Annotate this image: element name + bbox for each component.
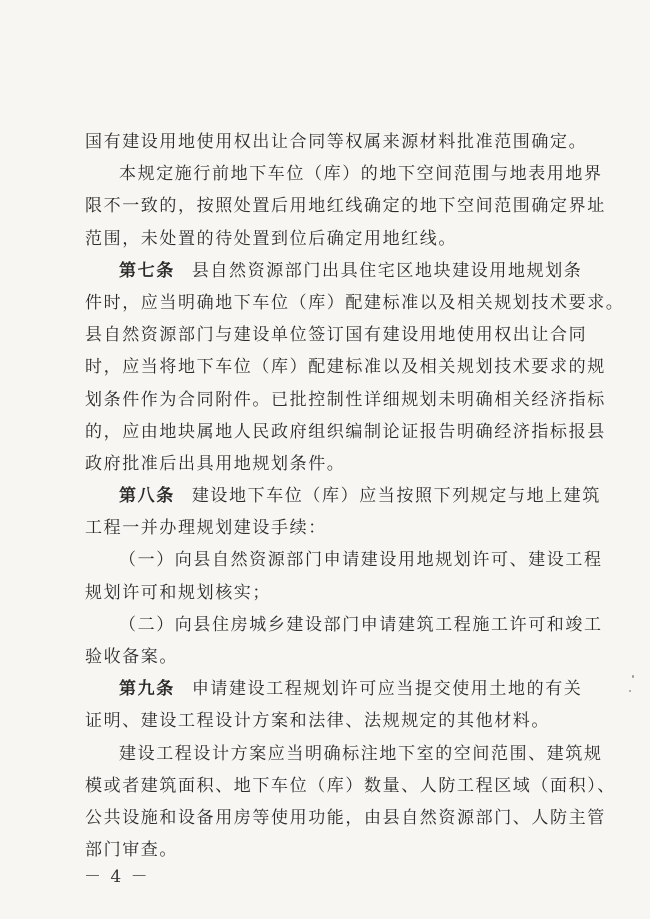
- document-body: [85, 126, 625, 866]
- text-line: 本规定施行前地下车位（库）的地下空间范围与地表用地界: [119, 164, 603, 185]
- text-line: （一）向县自然资源部门申请建设用地规划许可、建设工程: [119, 550, 603, 571]
- article-8-title: 第八条: [119, 486, 175, 507]
- text-line: 申请建设工程规划许可应当提交使用土地的有关: [191, 679, 583, 700]
- article-9-heading-line: [85, 673, 583, 705]
- text-line: 模或者建筑面积、地下车位（库）数量、人防工程区域（面积）、: [85, 775, 616, 796]
- text-line: 工程一并办理规划建设手续：: [85, 518, 327, 539]
- text-line: 建设工程设计方案应当明确标注地下室的空间范围、建筑规: [119, 743, 603, 764]
- text-line: 范围，未处置的待处置到位后确定用地红线。: [85, 228, 457, 249]
- article-9-title: 第九条: [119, 679, 175, 700]
- text-line: 县自然资源部门出具住宅区地块建设用地规划条: [191, 260, 583, 281]
- article-7-title: 第七条: [119, 260, 175, 281]
- scan-speck: [632, 675, 634, 678]
- text-line: 规划许可和规划核实；: [85, 582, 271, 603]
- article-8-heading-line: [85, 480, 602, 512]
- text-line: 的，应由地块属地人民政府组织编制论证报告明确经济指标报县: [85, 421, 606, 442]
- text-line: 证明、建设工程设计方案和法律、法规规定的其他材料。: [85, 711, 550, 732]
- text-line: 公共设施和设备用房等使用功能，由县自然资源部门、人防主管: [85, 807, 606, 828]
- text-line: 县自然资源部门与建设单位签订国有建设用地使用权出让合同: [85, 325, 588, 346]
- text-line: 时，应当将地下车位（库）配建标准以及相关规划技术要求的规: [85, 357, 606, 378]
- text-line: 国有建设用地使用权出让合同等权属来源材料批准范围确定。: [85, 132, 588, 152]
- text-line: 政府批准后出具用地规划条件。: [85, 453, 346, 474]
- text-line: 限不一致的，按照处置后用地红线确定的地下空间范围确定界址: [85, 196, 606, 217]
- text-line: 建设地下车位（库）应当按照下列规定与地上建筑: [191, 486, 602, 507]
- page-number: － 4 －: [84, 867, 150, 887]
- text-line: 件时，应当明确地下车位（库）配建标准以及相关规划技术要求。: [85, 292, 625, 313]
- article-7-heading-line: [85, 255, 583, 287]
- text-line: 验收备案。: [85, 647, 178, 667]
- scan-speck: [629, 690, 631, 692]
- text-line: 划条件作为合同附件。已批控制性详细规划未明确相关经济指标: [85, 389, 606, 410]
- text-line: （二）向县住房城乡建设部门申请建筑工程施工许可和竣工: [119, 614, 603, 635]
- text-line: 部门审查。: [85, 840, 178, 861]
